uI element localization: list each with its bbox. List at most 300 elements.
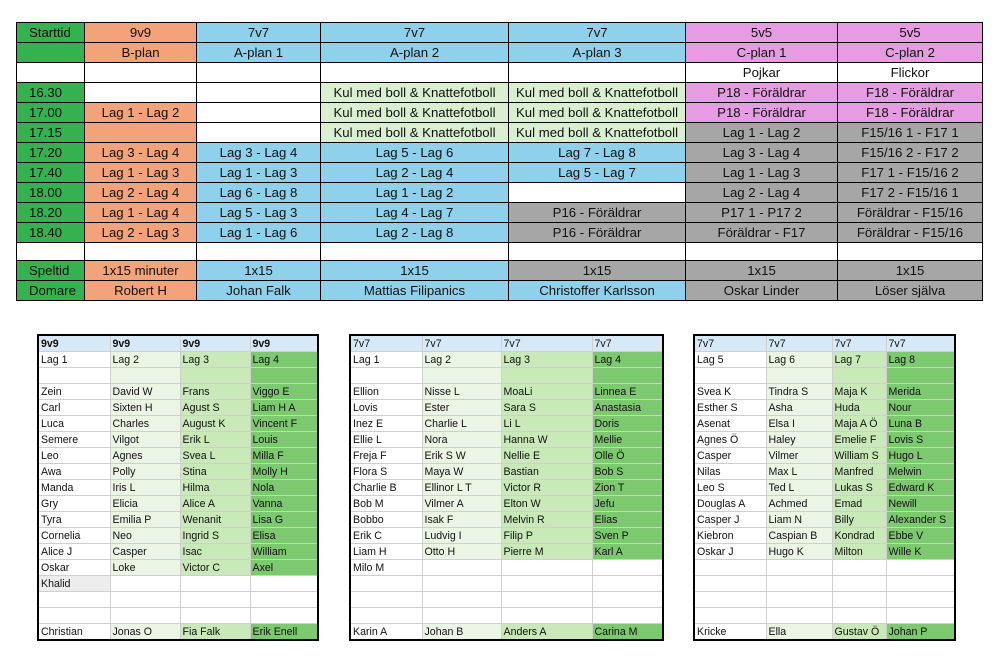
roster-player-row-cell: Tyra bbox=[38, 512, 110, 528]
match-cell: Kul med boll & Knattefotboll bbox=[321, 103, 509, 123]
roster-player-row bbox=[350, 592, 663, 608]
roster-coach-row-cell: Jonas O bbox=[110, 624, 180, 641]
roster-format-row-cell: 7v7 bbox=[350, 335, 422, 352]
roster-player-row-cell: Li L bbox=[501, 416, 592, 432]
roster-table-7v7-b bbox=[693, 334, 956, 641]
roster-player-row-cell bbox=[180, 576, 250, 592]
roster-player-row-cell: Inez E bbox=[350, 416, 422, 432]
format-header-b: 9v9 bbox=[85, 23, 197, 43]
roster-player-row-cell: Erik C bbox=[350, 528, 422, 544]
roster-player-row-cell: Lovis bbox=[350, 400, 422, 416]
roster-player-row-cell bbox=[501, 576, 592, 592]
group-cell bbox=[509, 63, 686, 83]
roster-team-row-cell: Lag 3 bbox=[501, 352, 592, 368]
match-cell: F15/16 1 - F17 1 bbox=[838, 123, 983, 143]
roster-player-row bbox=[38, 400, 318, 416]
roster-spacer-cell bbox=[592, 368, 663, 384]
roster-player-row-cell: Ted L bbox=[766, 480, 832, 496]
roster-player-row bbox=[350, 384, 663, 400]
time-cell: 18.20 bbox=[17, 203, 85, 223]
roster-player-row-cell: Zion T bbox=[592, 480, 663, 496]
roster-spacer-cell bbox=[501, 368, 592, 384]
roster-player-row bbox=[350, 480, 663, 496]
roster-player-row-cell bbox=[110, 608, 180, 624]
roster-player-row bbox=[694, 608, 955, 624]
match-cell: Kul med boll & Knattefotboll bbox=[509, 103, 686, 123]
roster-player-row-cell: Hugo L bbox=[886, 448, 955, 464]
roster-player-row-cell: Sven P bbox=[592, 528, 663, 544]
roster-player-row-cell bbox=[38, 608, 110, 624]
starttid-header: Starttid bbox=[17, 23, 85, 43]
time-row bbox=[17, 183, 983, 203]
schedule-header-row bbox=[17, 23, 983, 43]
roster-player-row-cell: Hugo K bbox=[766, 544, 832, 560]
roster-player-row-cell: Svea K bbox=[694, 384, 766, 400]
match-cell: Lag 2 - Lag 4 bbox=[686, 183, 838, 203]
group-cell-flickor: Flickor bbox=[838, 63, 983, 83]
roster-player-row-cell: Cornelia bbox=[38, 528, 110, 544]
roster-player-row-cell bbox=[694, 608, 766, 624]
roster-player-row-cell bbox=[180, 608, 250, 624]
roster-player-row-cell: Nora bbox=[422, 432, 501, 448]
roster-player-row-cell: Luna B bbox=[886, 416, 955, 432]
roster-player-row-cell: Frans bbox=[180, 384, 250, 400]
roster-player-row-cell: Polly bbox=[110, 464, 180, 480]
time-cell: 18.40 bbox=[17, 223, 85, 243]
roster-player-row-cell bbox=[350, 592, 422, 608]
roster-format-row-cell: 7v7 bbox=[501, 335, 592, 352]
roster-player-row-cell bbox=[832, 608, 886, 624]
roster-player-row-cell bbox=[422, 608, 501, 624]
roster-player-row-cell: Otto H bbox=[422, 544, 501, 560]
roster-player-row-cell: Mellie bbox=[592, 432, 663, 448]
roster-player-row-cell: Liam N bbox=[766, 512, 832, 528]
roster-player-row-cell bbox=[886, 576, 955, 592]
roster-team-row-cell: Lag 6 bbox=[766, 352, 832, 368]
roster-table-9v9 bbox=[37, 334, 319, 641]
match-cell: Kul med boll & Knattefotboll bbox=[509, 83, 686, 103]
group-cell bbox=[321, 63, 509, 83]
roster-player-row-cell bbox=[832, 576, 886, 592]
time-row bbox=[17, 103, 983, 123]
match-cell bbox=[197, 83, 321, 103]
roster-player-row-cell: Alice J bbox=[38, 544, 110, 560]
roster-player-row-cell: David W bbox=[110, 384, 180, 400]
roster-player-row-cell: Alexander S bbox=[886, 512, 955, 528]
roster-spacer-row bbox=[350, 368, 663, 384]
roster-spacer-cell bbox=[766, 368, 832, 384]
roster-player-row bbox=[38, 464, 318, 480]
match-cell: P16 - Föräldrar bbox=[509, 223, 686, 243]
roster-player-row-cell: Hilma bbox=[180, 480, 250, 496]
roster-team-row-cell: Lag 3 bbox=[180, 352, 250, 368]
roster-table-7v7-a bbox=[349, 334, 664, 641]
roster-player-row-cell: Newill bbox=[886, 496, 955, 512]
roster-format-row-cell: 9v9 bbox=[110, 335, 180, 352]
roster-team-row bbox=[694, 352, 955, 368]
roster-player-row-cell: Ebbe V bbox=[886, 528, 955, 544]
roster-player-row-cell bbox=[501, 592, 592, 608]
roster-player-row-cell: Douglas A bbox=[694, 496, 766, 512]
roster-player-row-cell: Emelie F bbox=[832, 432, 886, 448]
roster-format-row bbox=[350, 335, 663, 352]
roster-player-row-cell: Bob M bbox=[350, 496, 422, 512]
time-cell: 17.40 bbox=[17, 163, 85, 183]
roster-player-row-cell bbox=[422, 560, 501, 576]
roster-player-row-cell: Bob S bbox=[592, 464, 663, 480]
match-cell: Lag 1 - Lag 2 bbox=[321, 183, 509, 203]
roster-player-row-cell: Asha bbox=[766, 400, 832, 416]
time-row bbox=[17, 163, 983, 183]
roster-player-row-cell: Liam H A bbox=[250, 400, 318, 416]
roster-player-row-cell: Kiebron bbox=[694, 528, 766, 544]
roster-player-row-cell: Merida bbox=[886, 384, 955, 400]
roster-player-row-cell: Liam H bbox=[350, 544, 422, 560]
roster-player-row-cell: Milo M bbox=[350, 560, 422, 576]
roster-player-row-cell: Charlie B bbox=[350, 480, 422, 496]
roster-player-row bbox=[350, 544, 663, 560]
roster-player-row-cell bbox=[422, 592, 501, 608]
roster-team-row bbox=[38, 352, 318, 368]
roster-spacer-cell bbox=[180, 368, 250, 384]
roster-player-row-cell bbox=[250, 576, 318, 592]
roster-player-row bbox=[350, 400, 663, 416]
match-cell: Lag 1 - Lag 2 bbox=[686, 123, 838, 143]
roster-player-row bbox=[38, 544, 318, 560]
roster-player-row-cell: Asenat bbox=[694, 416, 766, 432]
roster-player-row-cell: Sixten H bbox=[110, 400, 180, 416]
roster-player-row-cell: Emilia P bbox=[110, 512, 180, 528]
match-cell: Kul med boll & Knattefotboll bbox=[321, 123, 509, 143]
match-cell: Lag 3 - Lag 4 bbox=[85, 143, 197, 163]
match-cell bbox=[197, 123, 321, 143]
roster-player-row-cell bbox=[422, 576, 501, 592]
roster-player-row-cell: Haley bbox=[766, 432, 832, 448]
roster-player-row-cell: Neo bbox=[110, 528, 180, 544]
speltid-cell: 1x15 bbox=[509, 261, 686, 281]
roster-player-row-cell: Svea L bbox=[180, 448, 250, 464]
match-cell: Lag 2 - Lag 4 bbox=[85, 183, 197, 203]
roster-player-row bbox=[694, 512, 955, 528]
roster-player-row bbox=[38, 480, 318, 496]
match-cell: F15/16 2 - F17 2 bbox=[838, 143, 983, 163]
roster-player-row-cell: Maja A Ö bbox=[832, 416, 886, 432]
roster-format-row-cell: 7v7 bbox=[832, 335, 886, 352]
roster-player-row-cell bbox=[592, 576, 663, 592]
roster-player-row-cell: Stina bbox=[180, 464, 250, 480]
roster-player-row bbox=[38, 560, 318, 576]
roster-player-row-cell: Maya W bbox=[422, 464, 501, 480]
roster-player-row-cell: Melvin R bbox=[501, 512, 592, 528]
roster-player-row-cell: Karl A bbox=[592, 544, 663, 560]
roster-player-row bbox=[694, 432, 955, 448]
roster-coach-row bbox=[694, 624, 955, 641]
roster-player-row-cell: Casper bbox=[110, 544, 180, 560]
spacer-cell bbox=[197, 243, 321, 261]
spacer-cell bbox=[85, 243, 197, 261]
plan-cell bbox=[17, 43, 85, 63]
roster-player-row bbox=[38, 512, 318, 528]
roster-player-row-cell: Emad bbox=[832, 496, 886, 512]
roster-player-row-cell bbox=[592, 592, 663, 608]
domare-cell: Johan Falk bbox=[197, 281, 321, 301]
match-cell: Lag 4 - Lag 7 bbox=[321, 203, 509, 223]
match-cell: F17 2 - F15/16 1 bbox=[838, 183, 983, 203]
match-cell: P17 1 - P17 2 bbox=[686, 203, 838, 223]
roster-player-row-cell: Billy bbox=[832, 512, 886, 528]
roster-player-row-cell bbox=[766, 576, 832, 592]
roster-player-row-cell: Manda bbox=[38, 480, 110, 496]
format-header-a3: 7v7 bbox=[509, 23, 686, 43]
roster-player-row-cell bbox=[766, 560, 832, 576]
roster-format-row-cell: 7v7 bbox=[766, 335, 832, 352]
roster-spacer-row bbox=[694, 368, 955, 384]
roster-player-row-cell bbox=[886, 560, 955, 576]
roster-player-row-cell: Agust S bbox=[180, 400, 250, 416]
roster-player-row-cell: Luca bbox=[38, 416, 110, 432]
roster-spacer-cell bbox=[250, 368, 318, 384]
match-cell: P16 - Föräldrar bbox=[509, 203, 686, 223]
group-cell-pojkar: Pojkar bbox=[686, 63, 838, 83]
domare-cell: Löser själva bbox=[838, 281, 983, 301]
roster-player-row bbox=[350, 608, 663, 624]
roster-team-row-cell: Lag 2 bbox=[422, 352, 501, 368]
roster-format-row-cell: 7v7 bbox=[886, 335, 955, 352]
match-cell: Lag 3 - Lag 4 bbox=[686, 143, 838, 163]
roster-player-row bbox=[694, 480, 955, 496]
roster-player-row-cell bbox=[886, 608, 955, 624]
speltid-cell: 1x15 bbox=[197, 261, 321, 281]
roster-player-row-cell bbox=[592, 608, 663, 624]
roster-player-row-cell: Anastasia bbox=[592, 400, 663, 416]
roster-format-row-cell: 7v7 bbox=[694, 335, 766, 352]
roster-player-row-cell: Nola bbox=[250, 480, 318, 496]
time-cell: 18.00 bbox=[17, 183, 85, 203]
roster-player-row-cell: Edward K bbox=[886, 480, 955, 496]
roster-format-row bbox=[38, 335, 318, 352]
roster-player-row bbox=[350, 416, 663, 432]
match-cell: Lag 5 - Lag 7 bbox=[509, 163, 686, 183]
time-cell: 17.00 bbox=[17, 103, 85, 123]
roster-player-row bbox=[694, 448, 955, 464]
roster-coach-row-cell: Christian bbox=[38, 624, 110, 641]
roster-player-row-cell: Louis bbox=[250, 432, 318, 448]
roster-team-row-cell: Lag 7 bbox=[832, 352, 886, 368]
roster-player-row-cell: Esther S bbox=[694, 400, 766, 416]
roster-player-row-cell: Victor R bbox=[501, 480, 592, 496]
roster-player-row-cell: Axel bbox=[250, 560, 318, 576]
speltid-label: Speltid bbox=[17, 261, 85, 281]
roster-player-row-cell: Carl bbox=[38, 400, 110, 416]
roster-team-row-cell: Lag 5 bbox=[694, 352, 766, 368]
roster-coach-row-cell: Kricke bbox=[694, 624, 766, 641]
roster-player-row-cell bbox=[766, 592, 832, 608]
roster-coach-row-cell: Erik Enell bbox=[250, 624, 318, 641]
roster-player-row-cell: Ellie L bbox=[350, 432, 422, 448]
format-header-c1: 5v5 bbox=[686, 23, 838, 43]
match-cell: Föräldrar - F17 bbox=[686, 223, 838, 243]
match-cell: F18 - Föräldrar bbox=[838, 103, 983, 123]
roster-player-row-cell: Ingrid S bbox=[180, 528, 250, 544]
roster-player-row-cell bbox=[350, 608, 422, 624]
plan-cell-a3: A-plan 3 bbox=[509, 43, 686, 63]
roster-player-row-cell bbox=[250, 592, 318, 608]
schedule-table bbox=[16, 22, 983, 301]
roster-coach-row bbox=[350, 624, 663, 641]
roster-player-row-cell: Nisse L bbox=[422, 384, 501, 400]
roster-player-row-cell: Lukas S bbox=[832, 480, 886, 496]
roster-player-row-cell: Agnes bbox=[110, 448, 180, 464]
roster-player-row-cell: Maja K bbox=[832, 384, 886, 400]
roster-player-row-cell: Gry bbox=[38, 496, 110, 512]
roster-player-row bbox=[694, 384, 955, 400]
roster-player-row bbox=[350, 576, 663, 592]
format-header-a2: 7v7 bbox=[321, 23, 509, 43]
roster-player-row-cell: Manfred bbox=[832, 464, 886, 480]
format-header-a1: 7v7 bbox=[197, 23, 321, 43]
roster-player-row-cell: Elisa bbox=[250, 528, 318, 544]
roster-player-row-cell: Viggo E bbox=[250, 384, 318, 400]
domare-row bbox=[17, 281, 983, 301]
match-cell: Lag 1 - Lag 6 bbox=[197, 223, 321, 243]
roster-player-row-cell: Tindra S bbox=[766, 384, 832, 400]
domare-cell: Oskar Linder bbox=[686, 281, 838, 301]
roster-player-row-cell: Vilgot bbox=[110, 432, 180, 448]
roster-spacer-cell bbox=[886, 368, 955, 384]
spacer-cell bbox=[686, 243, 838, 261]
roster-team-row-cell: Lag 8 bbox=[886, 352, 955, 368]
domare-cell: Robert H bbox=[85, 281, 197, 301]
roster-player-row-cell bbox=[694, 560, 766, 576]
roster-player-row bbox=[350, 464, 663, 480]
roster-player-row-cell: Milla F bbox=[250, 448, 318, 464]
roster-player-row-cell: Agnes Ö bbox=[694, 432, 766, 448]
roster-player-row-cell: Elicia bbox=[110, 496, 180, 512]
roster-player-row-cell bbox=[832, 560, 886, 576]
roster-player-row-cell: Vilmer A bbox=[422, 496, 501, 512]
roster-team-row-cell: Lag 4 bbox=[250, 352, 318, 368]
roster-player-row-cell bbox=[694, 592, 766, 608]
match-cell: Lag 3 - Lag 4 bbox=[197, 143, 321, 163]
roster-player-row bbox=[694, 464, 955, 480]
roster-coach-row-cell: Gustav Ö bbox=[832, 624, 886, 641]
roster-player-row-cell: Oskar bbox=[38, 560, 110, 576]
spacer-cell bbox=[509, 243, 686, 261]
roster-team-row-cell: Lag 4 bbox=[592, 352, 663, 368]
roster-player-row-cell: Charles bbox=[110, 416, 180, 432]
match-cell: Lag 6 - Lag 8 bbox=[197, 183, 321, 203]
roster-player-row-cell: Leo bbox=[38, 448, 110, 464]
roster-player-row-cell: William S bbox=[832, 448, 886, 464]
roster-player-row-cell: Lovis S bbox=[886, 432, 955, 448]
match-cell: Lag 1 - Lag 3 bbox=[686, 163, 838, 183]
roster-player-row-cell: Doris bbox=[592, 416, 663, 432]
roster-player-row bbox=[694, 544, 955, 560]
roster-player-row bbox=[350, 448, 663, 464]
roster-player-row-cell: Casper J bbox=[694, 512, 766, 528]
match-cell: Föräldrar - F15/16 bbox=[838, 203, 983, 223]
roster-player-row-cell bbox=[501, 608, 592, 624]
roster-player-row bbox=[350, 432, 663, 448]
roster-spacer-cell bbox=[110, 368, 180, 384]
roster-player-row-cell: Vanna bbox=[250, 496, 318, 512]
roster-player-row-cell: Ellinor L T bbox=[422, 480, 501, 496]
roster-player-row-cell: Jefu bbox=[592, 496, 663, 512]
plan-cell-a1: A-plan 1 bbox=[197, 43, 321, 63]
roster-player-row-cell bbox=[501, 560, 592, 576]
roster-coach-row-cell: Carina M bbox=[592, 624, 663, 641]
roster-format-row-cell: 7v7 bbox=[592, 335, 663, 352]
roster-player-row bbox=[38, 448, 318, 464]
time-row bbox=[17, 123, 983, 143]
spacer-cell bbox=[17, 243, 85, 261]
time-cell: 17.20 bbox=[17, 143, 85, 163]
roster-player-row-cell: Melwin bbox=[886, 464, 955, 480]
roster-player-row-cell: Elton W bbox=[501, 496, 592, 512]
roster-team-row bbox=[350, 352, 663, 368]
roster-player-row-cell: Victor C bbox=[180, 560, 250, 576]
roster-player-row-cell: Wille K bbox=[886, 544, 955, 560]
roster-player-row-cell bbox=[180, 592, 250, 608]
match-cell bbox=[197, 103, 321, 123]
roster-player-row bbox=[350, 560, 663, 576]
roster-player-row-cell: Ellion bbox=[350, 384, 422, 400]
roster-player-row-cell: Bobbo bbox=[350, 512, 422, 528]
spacer-row bbox=[17, 243, 983, 261]
roster-player-row bbox=[350, 496, 663, 512]
roster-player-row-cell: Charlie L bbox=[422, 416, 501, 432]
roster-coach-row-cell: Ella bbox=[766, 624, 832, 641]
roster-player-row-cell: Achmed bbox=[766, 496, 832, 512]
roster-player-row-cell bbox=[38, 592, 110, 608]
speltid-cell: 1x15 bbox=[321, 261, 509, 281]
format-header-c2: 5v5 bbox=[838, 23, 983, 43]
domare-label: Domare bbox=[17, 281, 85, 301]
roster-player-row bbox=[694, 400, 955, 416]
roster-player-row-cell bbox=[350, 576, 422, 592]
match-cell bbox=[85, 83, 197, 103]
roster-spacer-cell bbox=[422, 368, 501, 384]
roster-player-row-cell: Elsa I bbox=[766, 416, 832, 432]
roster-player-row bbox=[38, 608, 318, 624]
match-cell bbox=[85, 123, 197, 143]
match-cell: Föräldrar - F15/16 bbox=[838, 223, 983, 243]
roster-player-row bbox=[38, 528, 318, 544]
roster-spacer-row bbox=[38, 368, 318, 384]
match-cell: F17 1 - F15/16 2 bbox=[838, 163, 983, 183]
roster-player-row-cell: Hanna W bbox=[501, 432, 592, 448]
roster-player-row-cell: Sara S bbox=[501, 400, 592, 416]
roster-player-row-cell bbox=[110, 592, 180, 608]
spacer-cell bbox=[838, 243, 983, 261]
roster-player-row-cell: Iris L bbox=[110, 480, 180, 496]
plan-cell-b: B-plan bbox=[85, 43, 197, 63]
time-row bbox=[17, 203, 983, 223]
roster-player-row-cell: Nilas bbox=[694, 464, 766, 480]
match-cell: Lag 5 - Lag 3 bbox=[197, 203, 321, 223]
roster-player-row-cell: Oskar J bbox=[694, 544, 766, 560]
roster-player-row-cell: Isak F bbox=[422, 512, 501, 528]
roster-player-row-cell: Erik L bbox=[180, 432, 250, 448]
plan-cell-c1: C-plan 1 bbox=[686, 43, 838, 63]
roster-player-row-cell: Huda bbox=[832, 400, 886, 416]
roster-player-row bbox=[38, 416, 318, 432]
spacer-cell bbox=[321, 243, 509, 261]
roster-player-row-cell: August K bbox=[180, 416, 250, 432]
roster-coach-row-cell: Johan P bbox=[886, 624, 955, 641]
roster-player-row-cell: Casper bbox=[694, 448, 766, 464]
match-cell: Lag 5 - Lag 6 bbox=[321, 143, 509, 163]
